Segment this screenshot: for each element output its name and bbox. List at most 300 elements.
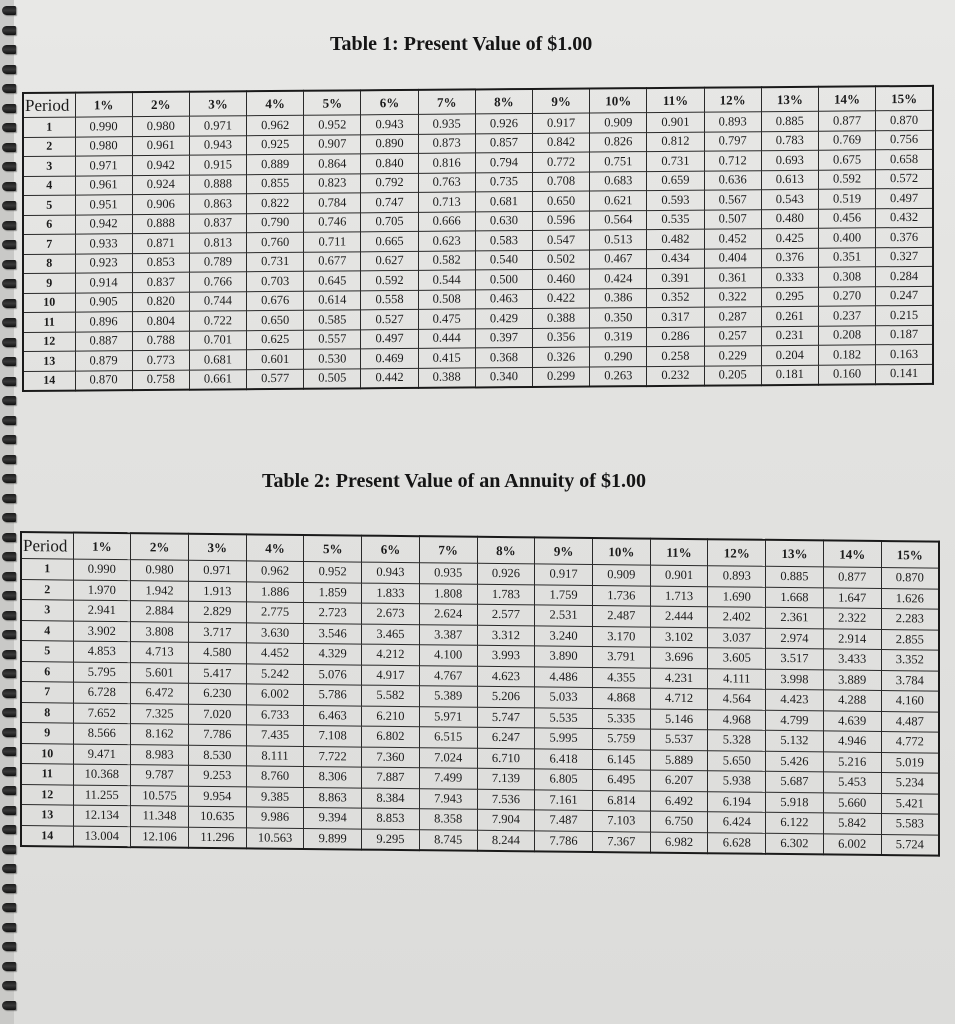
- period-cell: 13: [23, 351, 75, 371]
- spiral-coil: [2, 669, 16, 678]
- value-cell: 5.132: [766, 730, 824, 751]
- rate-column-header: 11%: [647, 88, 704, 113]
- value-cell: 0.889: [247, 154, 304, 174]
- spiral-coil: [2, 903, 16, 912]
- value-cell: 0.863: [189, 194, 246, 214]
- table2-title: Table 2: Present Value of an Annuity of $1.00: [262, 470, 646, 492]
- rate-column-header: 3%: [189, 91, 246, 116]
- period-cell: 5: [23, 195, 75, 215]
- value-cell: 0.404: [704, 248, 761, 268]
- spiral-binding: [0, 0, 22, 1024]
- value-cell: 6.472: [131, 683, 189, 704]
- value-cell: 0.888: [132, 214, 189, 234]
- value-cell: 2.361: [766, 607, 824, 628]
- value-cell: 8.745: [419, 829, 477, 851]
- value-cell: 1.713: [650, 586, 708, 607]
- value-cell: 3.433: [823, 649, 881, 670]
- value-cell: 3.517: [766, 648, 824, 669]
- value-cell: 6.710: [477, 748, 535, 769]
- spiral-coil: [2, 455, 16, 464]
- period-cell: 7: [23, 234, 75, 254]
- value-cell: 1.942: [131, 580, 189, 601]
- value-cell: 9.295: [362, 829, 420, 851]
- value-cell: 3.784: [881, 670, 939, 691]
- rate-column-header: 1%: [75, 92, 132, 117]
- rate-column-header: 8%: [477, 537, 535, 564]
- spiral-coil: [2, 630, 16, 639]
- value-cell: 11.255: [73, 785, 131, 806]
- value-cell: 0.308: [818, 267, 875, 287]
- value-cell: 10.368: [73, 764, 131, 785]
- value-cell: 0.442: [361, 368, 418, 388]
- value-cell: 0.596: [533, 211, 590, 231]
- value-cell: 0.327: [876, 247, 933, 267]
- spiral-coil: [2, 65, 16, 74]
- value-cell: 7.367: [592, 831, 650, 853]
- value-cell: 6.495: [592, 769, 650, 790]
- rate-column-header: 15%: [876, 86, 933, 111]
- value-cell: 0.853: [132, 253, 189, 273]
- value-cell: 3.102: [650, 627, 708, 648]
- value-cell: 5.537: [650, 729, 708, 750]
- rate-column-header: 2%: [132, 92, 189, 117]
- value-cell: 2.487: [592, 605, 650, 626]
- period-cell: 11: [21, 764, 73, 785]
- value-cell: 0.703: [247, 271, 304, 291]
- value-cell: 0.530: [304, 349, 361, 369]
- period-cell: 2: [23, 137, 75, 157]
- value-cell: 0.864: [304, 154, 361, 174]
- value-cell: 0.971: [189, 116, 246, 136]
- value-cell: 1.833: [362, 583, 420, 604]
- spiral-coil: [2, 689, 16, 698]
- spiral-coil: [2, 162, 16, 171]
- value-cell: 0.870: [75, 370, 132, 390]
- value-cell: 0.287: [704, 307, 761, 327]
- value-cell: 0.352: [647, 288, 704, 308]
- spiral-coil: [2, 962, 16, 971]
- value-cell: 5.426: [766, 751, 824, 772]
- value-cell: 8.983: [131, 744, 189, 765]
- value-cell: 7.435: [246, 725, 304, 746]
- value-cell: 6.802: [362, 726, 420, 747]
- value-cell: 0.887: [75, 331, 132, 351]
- value-cell: 6.728: [73, 682, 131, 703]
- value-cell: 4.623: [477, 666, 535, 687]
- value-cell: 0.237: [818, 306, 875, 326]
- value-cell: 0.204: [761, 345, 818, 365]
- value-cell: 0.621: [590, 191, 647, 211]
- rate-column-header: 7%: [418, 89, 475, 114]
- value-cell: 6.122: [766, 812, 824, 833]
- value-cell: 4.639: [823, 710, 881, 731]
- value-cell: 0.789: [189, 252, 246, 272]
- value-cell: 0.270: [818, 286, 875, 306]
- value-cell: 8.111: [246, 745, 304, 766]
- value-cell: 0.888: [189, 174, 246, 194]
- value-cell: 0.452: [704, 229, 761, 249]
- value-cell: 0.350: [590, 308, 647, 328]
- value-cell: 0.901: [647, 112, 704, 132]
- spiral-coil: [2, 221, 16, 230]
- value-cell: 0.870: [881, 568, 939, 589]
- value-cell: 0.751: [590, 152, 647, 172]
- period-cell: 14: [23, 371, 75, 391]
- value-cell: 0.731: [247, 252, 304, 272]
- value-cell: 3.630: [246, 622, 304, 643]
- value-cell: 0.284: [876, 266, 933, 286]
- value-cell: 0.909: [590, 113, 647, 133]
- value-cell: 0.623: [418, 231, 475, 251]
- value-cell: 0.711: [304, 232, 361, 252]
- value-cell: 6.628: [708, 832, 766, 854]
- value-cell: 0.376: [876, 227, 933, 247]
- value-cell: 6.302: [766, 833, 824, 855]
- value-cell: 0.585: [304, 310, 361, 330]
- value-cell: 0.661: [189, 369, 246, 389]
- value-cell: 9.787: [131, 765, 189, 786]
- value-cell: 0.962: [247, 115, 304, 135]
- value-cell: 0.980: [75, 136, 132, 156]
- rate-column-header: 14%: [818, 86, 875, 111]
- value-cell: 5.328: [708, 730, 766, 751]
- value-cell: 0.508: [418, 289, 475, 309]
- value-cell: 8.244: [477, 830, 535, 852]
- value-cell: 2.914: [823, 628, 881, 649]
- value-cell: 5.918: [766, 792, 824, 813]
- value-cell: 6.733: [246, 704, 304, 725]
- value-cell: 0.592: [818, 169, 875, 189]
- value-cell: 0.942: [75, 214, 132, 234]
- value-cell: 0.712: [704, 151, 761, 171]
- period-cell: 12: [21, 784, 73, 805]
- period-cell: 7: [21, 682, 73, 703]
- period-cell: 1: [21, 559, 73, 580]
- value-cell: 1.647: [823, 587, 881, 608]
- value-cell: 0.564: [590, 210, 647, 230]
- value-cell: 0.871: [132, 233, 189, 253]
- value-cell: 2.402: [708, 607, 766, 628]
- spiral-coil: [2, 825, 16, 834]
- value-cell: 6.463: [304, 705, 362, 726]
- rate-column-header: 12%: [704, 87, 761, 112]
- value-cell: 0.543: [761, 189, 818, 209]
- value-cell: 0.677: [304, 251, 361, 271]
- value-cell: 10.575: [131, 785, 189, 806]
- value-cell: 11.348: [131, 806, 189, 827]
- value-cell: 4.288: [823, 690, 881, 711]
- period-cell: 4: [23, 176, 75, 196]
- value-cell: 9.253: [188, 765, 246, 786]
- value-cell: 10.563: [246, 827, 304, 849]
- value-cell: 4.946: [823, 731, 881, 752]
- value-cell: 0.790: [247, 213, 304, 233]
- rate-column-header: 2%: [131, 533, 189, 560]
- period-cell: 8: [23, 254, 75, 274]
- value-cell: 7.103: [592, 810, 650, 831]
- spiral-coil: [2, 260, 16, 269]
- value-cell: 0.519: [818, 189, 875, 209]
- bleed-through-text: [104, 30, 109, 51]
- rate-column-header: 13%: [761, 87, 818, 112]
- value-cell: 3.465: [362, 624, 420, 645]
- value-cell: 0.650: [533, 191, 590, 211]
- value-cell: 0.658: [876, 149, 933, 169]
- spiral-coil: [2, 650, 16, 659]
- period-column-header: Period: [23, 93, 75, 118]
- value-cell: 6.002: [823, 833, 881, 855]
- value-cell: 0.469: [361, 348, 418, 368]
- value-cell: 6.210: [362, 706, 420, 727]
- rate-column-header: 10%: [592, 538, 650, 565]
- value-cell: 0.397: [475, 328, 532, 348]
- spiral-coil: [2, 201, 16, 210]
- value-cell: 0.614: [304, 290, 361, 310]
- value-cell: 0.229: [704, 346, 761, 366]
- spiral-coil: [2, 513, 16, 522]
- rate-column-header: 6%: [362, 536, 420, 563]
- value-cell: 0.837: [189, 213, 246, 233]
- rate-column-header: 10%: [590, 88, 647, 113]
- value-cell: 0.747: [361, 192, 418, 212]
- value-cell: 0.391: [647, 268, 704, 288]
- value-cell: 0.909: [592, 564, 650, 585]
- value-cell: 1.970: [73, 580, 131, 601]
- value-cell: 0.961: [75, 175, 132, 195]
- annuity-value-table: [20, 531, 940, 857]
- value-cell: 0.415: [418, 348, 475, 368]
- value-cell: 8.530: [188, 745, 246, 766]
- spiral-coil: [2, 864, 16, 873]
- value-cell: 0.351: [818, 247, 875, 267]
- value-cell: 5.842: [823, 813, 881, 834]
- value-cell: 0.163: [876, 344, 933, 364]
- value-cell: 2.624: [419, 604, 477, 625]
- value-cell: 0.773: [132, 350, 189, 370]
- period-cell: 2: [21, 579, 73, 600]
- value-cell: 0.424: [590, 269, 647, 289]
- value-cell: 0.812: [647, 132, 704, 152]
- rate-column-header: 4%: [247, 91, 304, 116]
- value-cell: 5.786: [304, 684, 362, 705]
- value-cell: 0.701: [189, 330, 246, 350]
- value-cell: 0.527: [361, 309, 418, 329]
- value-cell: 4.329: [304, 643, 362, 664]
- value-cell: 1.859: [304, 582, 362, 603]
- spiral-coil: [2, 240, 16, 249]
- value-cell: 3.696: [650, 647, 708, 668]
- value-cell: 0.914: [75, 273, 132, 293]
- value-cell: 8.566: [73, 723, 131, 744]
- value-cell: 0.467: [590, 249, 647, 269]
- value-cell: 0.665: [361, 231, 418, 251]
- value-cell: 1.668: [766, 587, 824, 608]
- value-cell: 0.857: [475, 133, 532, 153]
- value-cell: 3.352: [881, 650, 939, 671]
- value-cell: 0.627: [361, 251, 418, 271]
- value-cell: 0.583: [475, 230, 532, 250]
- value-cell: 6.207: [650, 770, 708, 791]
- value-cell: 0.971: [75, 156, 132, 176]
- value-cell: 7.161: [535, 789, 593, 810]
- rate-column-header: 6%: [361, 90, 418, 115]
- value-cell: 4.853: [73, 641, 131, 662]
- spiral-coil: [2, 572, 16, 581]
- value-cell: 0.842: [533, 133, 590, 153]
- spiral-coil: [2, 435, 16, 444]
- rate-column-header: 7%: [419, 536, 477, 563]
- rate-column-header: 13%: [766, 540, 824, 567]
- value-cell: 7.652: [73, 703, 131, 724]
- value-cell: 5.019: [881, 752, 939, 773]
- value-cell: 0.792: [361, 173, 418, 193]
- value-cell: 5.889: [650, 750, 708, 771]
- value-cell: 7.487: [535, 810, 593, 831]
- value-cell: 0.925: [247, 135, 304, 155]
- value-cell: 0.547: [533, 230, 590, 250]
- value-cell: 6.982: [650, 832, 708, 854]
- value-cell: 0.917: [533, 113, 590, 133]
- value-cell: 0.592: [361, 270, 418, 290]
- period-cell: 1: [23, 117, 75, 137]
- value-cell: 8.760: [246, 766, 304, 787]
- value-cell: 0.746: [304, 212, 361, 232]
- value-cell: 3.312: [477, 625, 535, 646]
- spiral-coil: [2, 533, 16, 542]
- value-cell: 0.990: [75, 117, 132, 137]
- period-cell: 12: [23, 332, 75, 352]
- value-cell: 5.747: [477, 707, 535, 728]
- value-cell: 0.659: [647, 171, 704, 191]
- value-cell: 0.877: [823, 567, 881, 588]
- period-cell: 9: [21, 723, 73, 744]
- value-cell: 0.299: [533, 367, 590, 387]
- value-cell: 9.471: [73, 744, 131, 765]
- value-cell: 0.980: [132, 116, 189, 136]
- value-cell: 8.162: [131, 724, 189, 745]
- value-cell: 5.583: [881, 814, 939, 835]
- value-cell: 5.971: [419, 706, 477, 727]
- spiral-coil: [2, 845, 16, 854]
- value-cell: 0.772: [533, 152, 590, 172]
- period-cell: 8: [21, 702, 73, 723]
- value-cell: 3.902: [73, 621, 131, 642]
- spiral-coil: [2, 318, 16, 327]
- value-cell: 4.160: [881, 691, 939, 712]
- spiral-coil: [2, 767, 16, 776]
- period-cell: 10: [23, 293, 75, 313]
- spiral-coil: [2, 299, 16, 308]
- value-cell: 0.943: [362, 562, 420, 583]
- value-cell: 0.247: [876, 286, 933, 306]
- value-cell: 6.750: [650, 811, 708, 832]
- value-cell: 0.429: [475, 308, 532, 328]
- value-cell: 0.257: [704, 326, 761, 346]
- value-cell: 0.961: [132, 136, 189, 156]
- value-cell: 4.486: [535, 666, 593, 687]
- value-cell: 8.853: [362, 808, 420, 829]
- value-cell: 0.650: [247, 310, 304, 330]
- value-cell: 0.388: [533, 308, 590, 328]
- value-cell: 1.759: [535, 584, 593, 605]
- value-cell: 4.111: [708, 668, 766, 689]
- value-cell: 0.593: [647, 190, 704, 210]
- spiral-coil: [2, 923, 16, 932]
- value-cell: 0.507: [704, 209, 761, 229]
- period-cell: 9: [23, 273, 75, 293]
- value-cell: 0.258: [647, 346, 704, 366]
- value-cell: 0.444: [418, 328, 475, 348]
- value-cell: 3.791: [592, 646, 650, 667]
- value-cell: 0.295: [761, 287, 818, 307]
- value-cell: 0.261: [761, 306, 818, 326]
- value-cell: 7.722: [304, 746, 362, 767]
- value-cell: 0.582: [418, 250, 475, 270]
- value-cell: 0.784: [304, 193, 361, 213]
- value-cell: 0.356: [533, 328, 590, 348]
- value-cell: 2.974: [766, 628, 824, 649]
- value-cell: 4.713: [131, 642, 189, 663]
- value-cell: 9.986: [246, 807, 304, 828]
- value-cell: 5.759: [592, 728, 650, 749]
- value-cell: 0.826: [590, 132, 647, 152]
- value-cell: 5.535: [535, 707, 593, 728]
- value-cell: 3.605: [708, 648, 766, 669]
- spiral-coil: [2, 981, 16, 990]
- value-cell: 0.681: [189, 350, 246, 370]
- value-cell: 0.804: [132, 311, 189, 331]
- period-cell: 4: [21, 620, 73, 641]
- value-cell: 0.460: [533, 269, 590, 289]
- value-cell: 0.290: [590, 347, 647, 367]
- value-cell: 0.388: [418, 367, 475, 387]
- value-cell: 0.722: [189, 311, 246, 331]
- value-cell: 0.676: [247, 291, 304, 311]
- value-cell: 0.877: [818, 111, 875, 131]
- value-cell: 0.482: [647, 229, 704, 249]
- value-cell: 0.497: [361, 329, 418, 349]
- value-cell: 0.822: [247, 193, 304, 213]
- value-cell: 0.456: [818, 208, 875, 228]
- value-cell: 0.636: [704, 170, 761, 190]
- value-cell: 0.760: [247, 232, 304, 252]
- period-cell: 10: [21, 743, 73, 764]
- value-cell: 8.384: [362, 788, 420, 809]
- value-cell: 0.630: [475, 211, 532, 231]
- period-column-header: Period: [21, 532, 73, 559]
- value-cell: 6.418: [535, 748, 593, 769]
- value-cell: 6.492: [650, 791, 708, 812]
- value-cell: 1.913: [188, 581, 246, 602]
- value-cell: 0.231: [761, 326, 818, 346]
- value-cell: 4.564: [708, 689, 766, 710]
- spiral-coil: [2, 123, 16, 132]
- value-cell: 2.829: [188, 601, 246, 622]
- value-cell: 0.322: [704, 287, 761, 307]
- spiral-coil: [2, 396, 16, 405]
- value-cell: 0.731: [647, 151, 704, 171]
- value-cell: 0.535: [647, 210, 704, 230]
- spiral-coil: [2, 416, 16, 425]
- value-cell: 0.683: [590, 171, 647, 191]
- value-cell: 0.756: [876, 130, 933, 150]
- value-cell: 0.915: [189, 155, 246, 175]
- value-cell: 6.194: [708, 791, 766, 812]
- value-cell: 0.990: [73, 559, 131, 580]
- value-cell: 5.033: [535, 687, 593, 708]
- value-cell: 0.837: [132, 272, 189, 292]
- value-cell: 0.500: [475, 269, 532, 289]
